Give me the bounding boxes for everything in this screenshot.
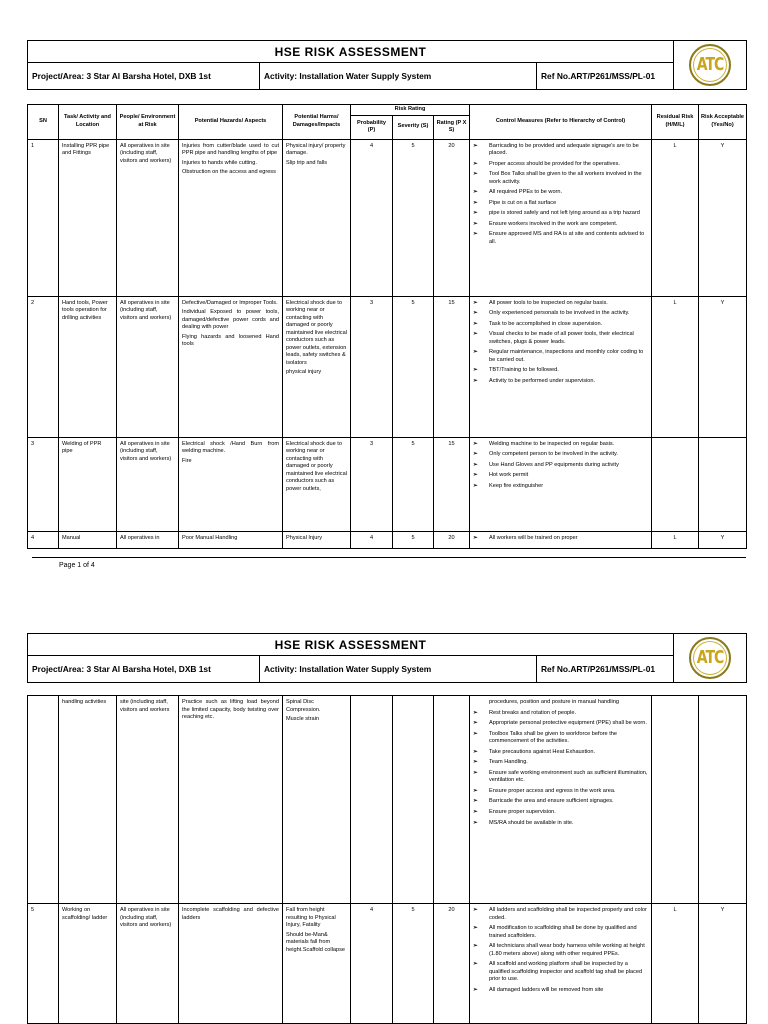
control-measure-item: ➢ TBT/Training to be followed. [473,367,559,374]
col-residual: Residual Risk (H/M/L) [652,105,699,140]
control-measure-item: ➢ All workers will be trained on proper [473,534,578,541]
cell-task: Installing PPR pipe and Fittings [59,139,117,296]
cell-severity: 5 [393,531,434,549]
col-probability: Probability (P) [351,115,393,139]
arrow-bullet-icon: ➢ [473,451,478,458]
col-controls: Control Measures (Refer to Hierarchy of Control) [470,105,652,140]
arrow-bullet-icon: ➢ [473,943,478,950]
reference-number: Ref No.ART/P261/MSS/PL-01 [537,63,674,90]
cell-acceptable [699,437,747,531]
control-measure-item: ➢ Hot work permit [473,472,529,479]
arrow-bullet-icon: ➢ [473,730,478,737]
cell-task: Hand tools, Power tools operation for drilling activities [59,296,117,437]
reference-number: Ref No.ART/P261/MSS/PL-01 [537,656,674,683]
cell-task: handling activities [59,696,117,904]
cell-sn: 1 [28,139,59,296]
cell-controls [470,139,652,296]
cell-severity: 5 [393,139,434,296]
risk-assessment-table-continued [27,695,747,1024]
arrow-bullet-icon: ➢ [473,472,478,479]
arrow-bullet-icon: ➢ [473,377,478,384]
cell-harms [283,296,351,437]
col-task: Task/ Activity and Location [59,105,117,140]
col-sn: SN [28,105,59,140]
cell-sn: 5 [28,904,59,1024]
arrow-bullet-icon: ➢ [473,199,478,206]
cell-rating: 20 [434,531,470,549]
control-measure-item: ➢ All scaffold and working platform shall be inspected by a qualified scaffolding inspector and scaffold tag shall be placed prior to use. [473,961,643,983]
cell-harms-line: Physical Injury [286,534,323,541]
cell-task: Manual [59,531,117,549]
arrow-bullet-icon: ➢ [473,720,478,727]
cell-task: Working on scaffolding/ ladder [59,904,117,1024]
arrow-bullet-icon: ➢ [473,171,478,178]
document-header [27,633,747,683]
control-measure-item: ➢ Ensure safe working environment such as sufficient illumination, ventilation etc. [473,769,648,784]
control-measure-item: ➢ Barricade the area and ensure sufficient signages. [473,798,614,805]
cell-probability: 4 [351,531,393,549]
activity-label: Activity: Installation Water Supply System [260,656,537,683]
arrow-bullet-icon: ➢ [473,907,478,913]
document-header [27,40,747,90]
cell-harms [283,139,351,296]
control-measure-item: ➢ Activity to be performed under supervision. [473,377,596,384]
project-area: Project/Area: 3 Star Al Barsha Hotel, DXB 1st [28,656,260,683]
document-title: HSE RISK ASSESSMENT [28,41,674,63]
control-measure-item: ➢ Welding machine to be inspected on regular basis. [473,440,615,447]
control-measure-item: ➢ MS/RA should be available in site. [473,819,574,826]
table-row [28,531,747,549]
arrow-bullet-icon: ➢ [473,320,478,327]
arrow-bullet-icon: ➢ [473,220,478,227]
cell-people: All operatives in site (including staff, visitors and workers) [117,904,179,1024]
cell-task: Welding of PPR pipe [59,437,117,531]
control-measure-item: ➢ Team Handling. [473,759,528,766]
cell-controls [470,296,652,437]
arrow-bullet-icon: ➢ [473,142,478,149]
cell-sn: 4 [28,531,59,549]
table-row [28,696,747,904]
cell-residual [652,437,699,531]
control-measure-item: ➢ Use Hand Gloves and PP equipments during activity [473,461,619,468]
cell-hazards-line: Fire [182,457,192,464]
control-measure-item: ➢ Visual checks to be made of all power tools, their electrical switches, plugs & power leads. [473,331,634,345]
cell-rating: 15 [434,296,470,437]
control-measure-item: ➢ pipe is stored safely and not left lying around as a trip hazard [473,210,640,217]
cell-hazards-line: Injuries to hands while cutting. [182,159,257,166]
cell-hazards-line: Defective/Damaged or Improper Tools. [182,299,278,306]
cell-rating: 20 [434,904,470,1024]
control-measure-item: ➢ Barricading to be provided and adequate signage's are to be placed. [473,142,639,157]
atc-logo-icon: ATC [689,637,731,679]
cell-harms-line: physical injury [286,369,322,376]
col-rating: Rating (P X S) [434,115,470,139]
cell-rating [434,696,470,904]
cell-acceptable [699,696,747,904]
arrow-bullet-icon: ➢ [473,299,478,306]
cell-residual: L [652,531,699,549]
arrow-bullet-icon: ➢ [473,709,478,716]
cell-harms-line: Electrical shock due to working near or contacting with damaged or poorly maintained live electrical conductors such as power outlets, extension leads, safety switches & isolators [286,299,347,366]
arrow-bullet-icon: ➢ [473,798,478,805]
control-measure-item: ➢ Tool Box Talks shall be given to the all workers involved in the work activity. [473,171,642,185]
document-page-1 [27,40,746,549]
table-row [28,437,747,531]
cell-controls [470,696,652,904]
cell-hazards [179,696,283,904]
cell-hazards-line: Flying hazards and loosened Hand tools [182,333,279,348]
cell-acceptable: Y [699,531,747,549]
cell-people: All operatives in [117,531,179,549]
control-measure-item: ➢ Keep fire extinguisher [473,482,544,489]
arrow-bullet-icon: ➢ [473,961,478,968]
risk-table-body [28,696,747,1024]
arrow-bullet-icon: ➢ [473,809,478,816]
control-measure-item: ➢ Take precautions against Heat Exhaustion. [473,748,596,755]
control-measure-item: ➢ Toolbox Talks shall be given to workforce before the commencement of the activities. [473,730,618,745]
control-measure-item: ➢ Regular maintenance, inspections and monthly color coding to be carried out. [473,349,644,363]
arrow-bullet-icon: ➢ [473,461,478,468]
control-measure-item: ➢ All damaged ladders will be removed from site [473,986,604,993]
cell-hazards-line: Obstruction on the access and egress [182,169,276,176]
document-title: HSE RISK ASSESSMENT [28,634,674,656]
arrow-bullet-icon: ➢ [473,310,478,317]
cell-sn [28,696,59,904]
atc-logo-icon: ATC [689,44,731,86]
page-number: Page 1 of 4 [59,562,95,569]
control-measure-item: ➢ All required PPEs to be worn. [473,189,563,196]
control-measure-continued: procedures, position and posture in manual handling [489,699,619,705]
control-measure-item: ➢ Ensure proper supervision. [473,809,556,816]
cell-controls [470,531,652,549]
cell-harms-line: Electrical shock due to working near or contacting with damaged or poorly maintained live electrical conductors such as power outlets, [286,440,347,492]
arrow-bullet-icon: ➢ [473,440,478,447]
table-row [28,904,747,1024]
arrow-bullet-icon: ➢ [473,367,478,374]
cell-harms [283,437,351,531]
arrow-bullet-icon: ➢ [473,787,478,794]
arrow-bullet-icon: ➢ [473,210,478,217]
col-people: People/ Environment at Risk [117,105,179,140]
cell-controls [470,437,652,531]
control-measure-item: ➢ Ensure workers involved in the work are competent. [473,220,618,227]
cell-harms-line: Spinal Disc Compression. [286,699,321,713]
arrow-bullet-icon: ➢ [473,769,478,776]
cell-harms-line: Fall from height resulting to Physical Injury, Fatality [286,907,336,929]
control-measure-item: ➢ Proper access should be provided for the operatives. [473,160,620,167]
cell-people: site (including staff, visitors and workers [117,696,179,904]
control-measure-item: ➢ All modification to scaffolding shall be done by qualified and trained scaffolders. [473,925,637,939]
cell-residual: L [652,139,699,296]
cell-people: All operatives in site (including staff, visitors and workers) [117,437,179,531]
cell-probability: 3 [351,437,393,531]
arrow-bullet-icon: ➢ [473,160,478,167]
activity-label: Activity: Installation Water Supply System [260,63,537,90]
cell-hazards [179,531,283,549]
arrow-bullet-icon: ➢ [473,231,478,238]
arrow-bullet-icon: ➢ [473,759,478,766]
cell-acceptable: Y [699,296,747,437]
control-measure-item: ➢ Pipe is cut on a flat surface [473,199,557,206]
cell-hazards-line: Injuries from cutter/blade used to cut PPR pipe and handling lengths of pipe [182,142,279,157]
cell-hazards-line: Practice such as lifting load beyond the limited capacity, body twisting over reaching etc. [182,699,279,721]
control-measure-item: ➢ Appropriate personal protective equipment (PPE) shall be worn. [473,720,647,727]
control-measure-item: ➢ Task to be accomplished in close supervision. [473,320,603,327]
cell-severity: 5 [393,904,434,1024]
cell-acceptable: Y [699,904,747,1024]
control-measure-item: ➢ Ensure approved MS and RA is at site and contents advised to all. [473,231,645,246]
risk-table-body [28,139,747,549]
cell-severity: 5 [393,437,434,531]
cell-hazards [179,437,283,531]
col-hazards: Potential Hazards/ Aspects [179,105,283,140]
col-harms: Potential Harms/ Damages/Impacts [283,105,351,140]
cell-hazards-line: Incomplete scaffolding and defective ladders [182,907,279,921]
cell-hazards [179,139,283,296]
arrow-bullet-icon: ➢ [473,534,478,541]
cell-sn: 3 [28,437,59,531]
cell-rating: 15 [434,437,470,531]
cell-residual: L [652,296,699,437]
risk-assessment-table [27,104,747,549]
cell-harms-line: Should be-Man& materials fall from height.Scaffold collapse [286,931,345,953]
cell-harms [283,531,351,549]
cell-hazards-line: Individual Exposed to power tools, damaged/defective power cords and dealing with power [182,309,279,331]
cell-acceptable: Y [699,139,747,296]
cell-people: All operatives in site (including staff, visitors and workers) [117,139,179,296]
control-measure-item: ➢ All power tools to be inspected on regular basis. [473,299,608,306]
project-area: Project/Area: 3 Star Al Barsha Hotel, DXB 1st [28,63,260,90]
cell-residual: L [652,904,699,1024]
cell-harms-line: Slip trip and falls [286,159,328,166]
arrow-bullet-icon: ➢ [473,482,478,489]
cell-harms-line: Physical injury/ property damage. [286,142,346,157]
cell-probability [351,696,393,904]
arrow-bullet-icon: ➢ [473,189,478,196]
cell-hazards [179,296,283,437]
control-measure-item: ➢ All technicians shall wear body harness while working at height (1.80 meters above) along with other required PPEs. [473,943,645,957]
cell-harms [283,696,351,904]
table-row [28,139,747,296]
cell-residual [652,696,699,904]
control-measure-item: ➢ All ladders and scaffolding shall be inspected properly and color coded. [473,907,647,921]
cell-severity: 5 [393,296,434,437]
col-acceptable: Risk Acceptable (Yes/No) [699,105,747,140]
arrow-bullet-icon: ➢ [473,986,478,993]
cell-hazards [179,904,283,1024]
arrow-bullet-icon: ➢ [473,925,478,932]
arrow-bullet-icon: ➢ [473,748,478,755]
cell-probability: 4 [351,139,393,296]
cell-rating: 20 [434,139,470,296]
cell-hazards-line: Poor Manual Handling [182,534,238,541]
cell-people: All operatives in site (including staff, visitors and workers) [117,296,179,437]
control-measure-item: ➢ Only competent person to be involved in the activity. [473,451,618,458]
col-risk-rating: Risk Rating [351,105,470,116]
cell-harms-line: Muscle strain [286,716,319,723]
cell-controls [470,904,652,1024]
control-measure-item: ➢ Only experienced personals to be involved in the activity. [473,310,630,317]
cell-hazards-line: Electrical shock /Hand Burn from welding machine. [182,440,279,455]
table-row [28,296,747,437]
arrow-bullet-icon: ➢ [473,331,478,338]
cell-severity [393,696,434,904]
arrow-bullet-icon: ➢ [473,819,478,826]
cell-probability: 3 [351,296,393,437]
col-severity: Severity (S) [393,115,434,139]
control-measure-item: ➢ Rest breaks and rotation of people. [473,709,577,716]
cell-harms [283,904,351,1024]
control-measure-item: ➢ Ensure proper access and egress in the work area. [473,787,616,794]
cell-sn: 2 [28,296,59,437]
page-footer [32,557,746,569]
document-page-2 [27,633,746,1024]
arrow-bullet-icon: ➢ [473,349,478,356]
cell-probability: 4 [351,904,393,1024]
